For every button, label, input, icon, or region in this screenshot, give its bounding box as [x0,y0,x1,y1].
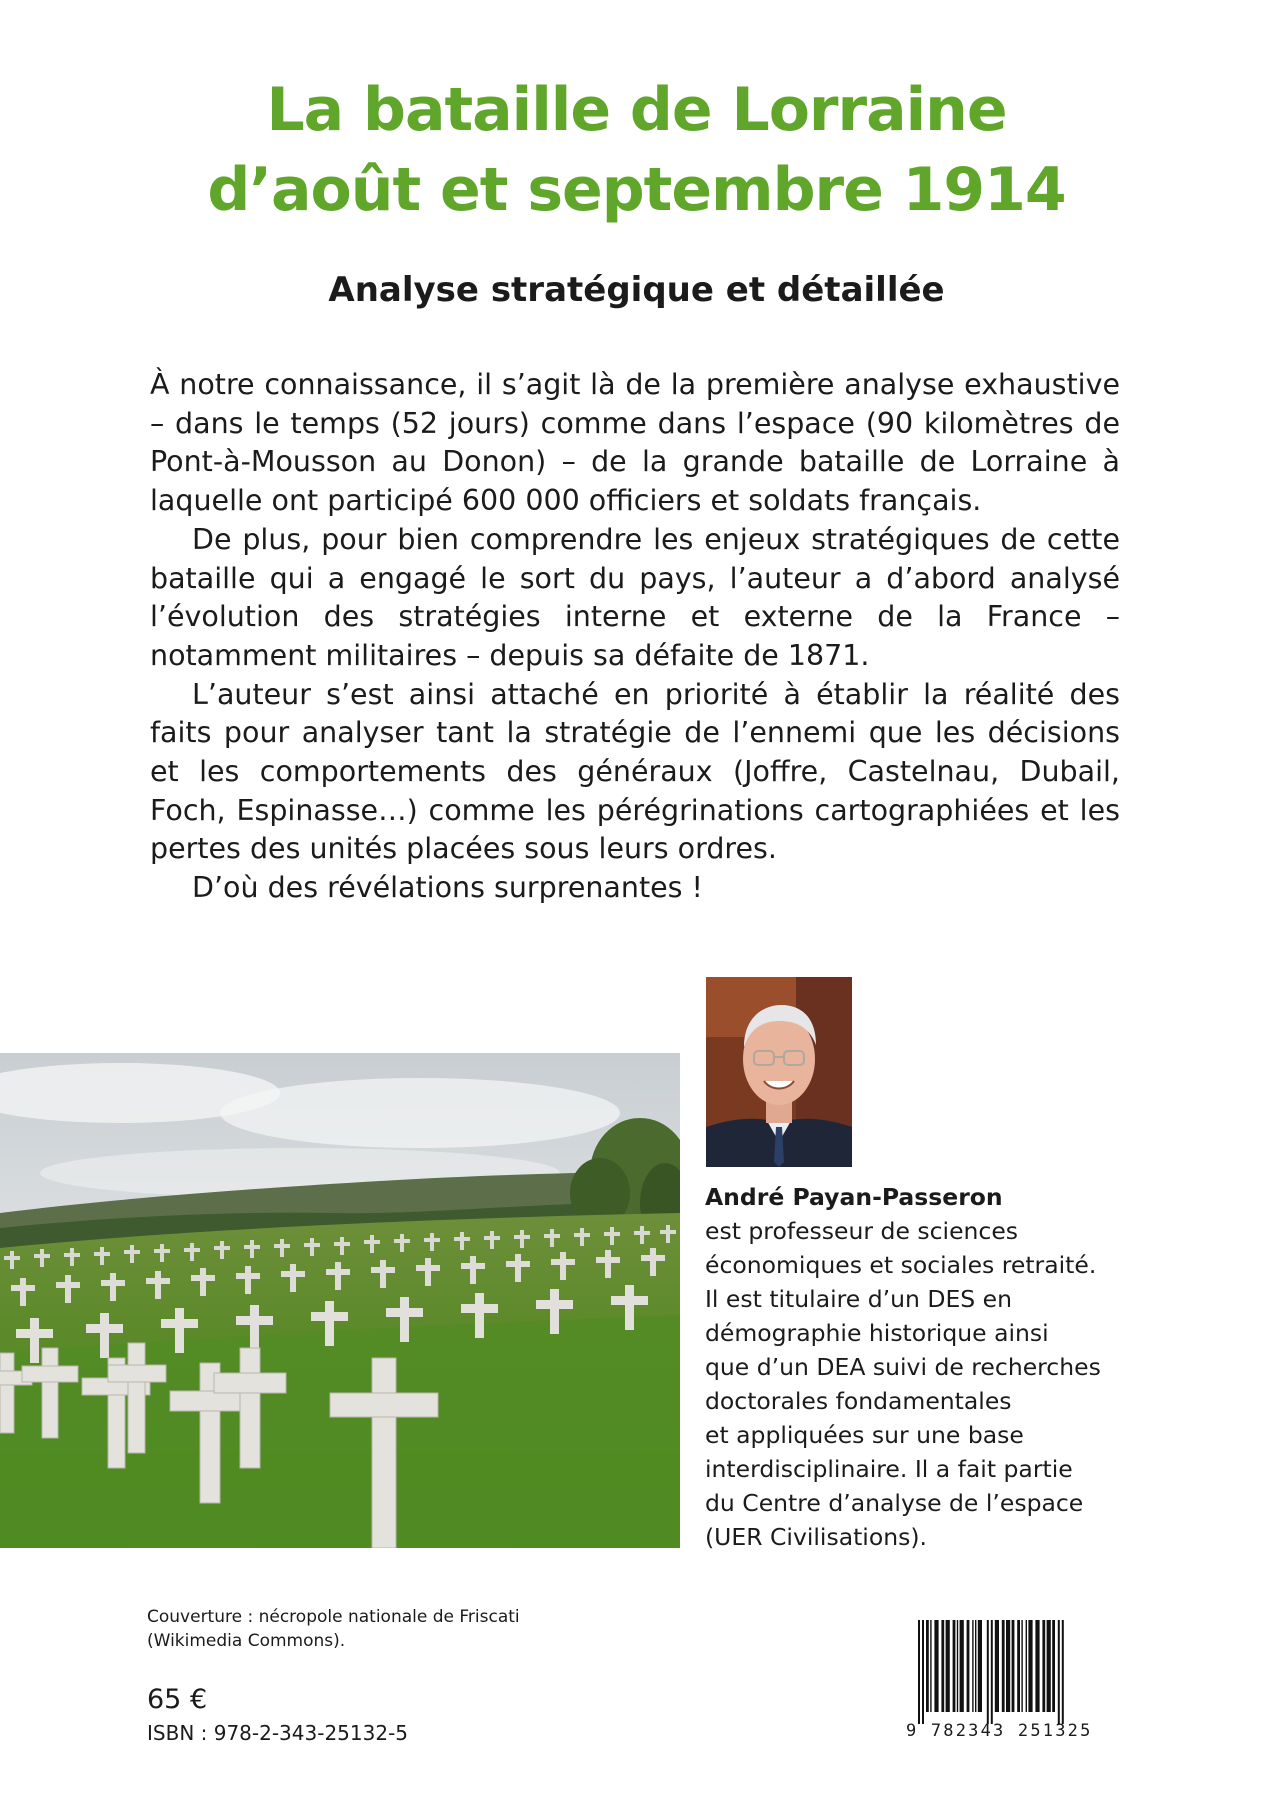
book-title-line-2: d’août et septembre 1914 [207,155,1066,225]
barcode-bar [995,1620,999,1712]
barcode-bar [1028,1620,1032,1712]
author-bio-line: et appliquées sur une base [705,1421,1024,1449]
author-name: André Payan-Passeron [705,1183,1003,1211]
cover-credit-line-2: (Wikimedia Commons). [147,1631,346,1651]
barcode-bar [953,1620,956,1712]
barcode-bar [1002,1620,1005,1712]
barcode-bar [1026,1620,1027,1712]
cemetery-photo [0,1053,680,1548]
cover-credit [147,1605,647,1653]
barcode-bar [1006,1620,1010,1712]
barcode-bar [957,1620,958,1712]
barcode-bar [934,1620,938,1712]
isbn: ISBN : 978-2-343-25132-5 [147,1721,409,1745]
author-bio-line: est professeur de sciences [705,1217,1019,1245]
barcode-bar [926,1620,929,1712]
barcode-bar [978,1620,982,1712]
book-title [0,70,1273,230]
barcode-bar [922,1620,924,1724]
author-bio-line: que d’un DEA suivi de recherches [705,1353,1101,1381]
barcode-bar [1058,1620,1060,1724]
author-photo [706,977,852,1167]
barcode-bar [960,1620,964,1712]
barcode-bar [967,1620,970,1712]
author-bio-line: (UER Civilisations). [705,1523,927,1551]
barcode-bar [1042,1620,1045,1712]
book-title-line-1: La bataille de Lorraine [266,75,1007,145]
blurb-paragraph-2: De plus, pour bien comprendre les enjeux stratégiques de cette bataille qui a engagé le sort du pays, l’auteur a d’abord analysé l’évolution des stratégies interne et externe de la France – notamment militaires – depuis sa défaite de 1871. [150,522,1120,672]
barcode-bar [987,1620,989,1724]
blurb-paragraph-1: À notre connaissance, il s’agit là de la première analyse exhaustive – dans le temps (52 jours) comme dans l’espace (90 kilomètres de Pont-à-Mousson au Donon) – de la grande bataille de Lorraine à laquelle ont participé 600 000 officiers et soldats français. [150,368,1120,518]
blurb-paragraph-3: L’auteur s’est ainsi attaché en priorité à établir la réalité des faits pour analyser tant la stratégie de l’ennemi que les décisions et les comportements des généraux (Joffre, Castelnau, Dubail, Foch, Espinasse…) comme les pérégrinations cartographiées et les pertes des unités placées sous leurs ordres. [150,677,1120,866]
author-bio-line: doctorales fondamentales [705,1387,1012,1415]
barcode-bars [904,1620,1122,1724]
barcode-bar [946,1620,950,1712]
author-bio-line: démographie historique ainsi [705,1319,1049,1347]
barcode [904,1620,1122,1748]
barcode-bar [1021,1620,1022,1712]
barcode-bar [930,1620,931,1712]
price: 65 € [147,1684,208,1715]
barcode-bar [1017,1620,1020,1712]
book-subtitle: Analyse stratégique et détaillée [328,270,945,310]
barcode-bar [1047,1620,1051,1712]
barcode-bar [1012,1620,1015,1712]
barcode-bar [991,1620,993,1724]
barcode-bar [941,1620,944,1712]
barcode-bar [918,1620,920,1724]
author-bio-line: du Centre d’analyse de l’espace [705,1489,1084,1517]
barcode-bar [1035,1620,1039,1712]
author-bio-line: Il est titulaire d’un DES en [705,1285,1013,1313]
barcode-digits: 9 782343 251325 [906,1721,1093,1741]
blurb [150,366,1120,908]
blurb-paragraph-4: D’où des révélations surprenantes ! [192,871,703,905]
author-bio-line: économiques et sociales retraité. [705,1251,1097,1279]
author-bio [705,1180,1155,1554]
cover-credit-line-1: Couverture : nécropole nationale de Friscati [147,1607,520,1627]
author-bio-line: interdisciplinaire. Il a fait partie [705,1455,1073,1483]
barcode-bar [975,1620,976,1712]
barcode-bar [972,1620,973,1712]
barcode-bar [1062,1620,1064,1724]
barcode-bar [1052,1620,1055,1712]
